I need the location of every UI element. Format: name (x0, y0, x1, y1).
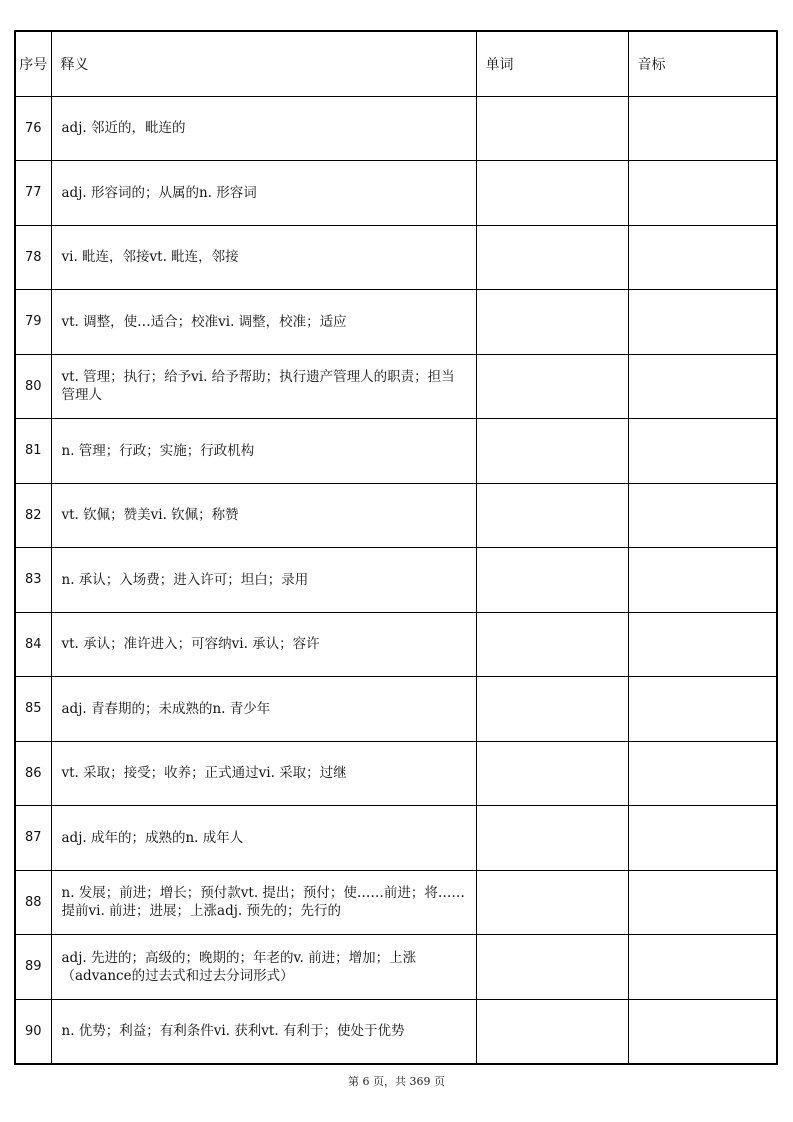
row-number: 88 (15, 870, 51, 935)
row-meaning: vt. 钦佩；赞美vi. 钦佩；称赞 (51, 483, 476, 548)
phonetic-answer-cell[interactable] (628, 612, 777, 677)
phonetic-answer-cell[interactable] (628, 870, 777, 935)
row-meaning: adj. 先进的；高级的；晚期的；年老的v. 前进；增加；上涨（advance的过去式和过去分词形式） (51, 935, 476, 1000)
header-meaning: 释义 (51, 31, 476, 96)
word-answer-cell[interactable] (476, 419, 628, 484)
row-meaning: n. 承认；入场费；进入许可；坦白；录用 (51, 548, 476, 613)
row-number: 83 (15, 548, 51, 613)
table-row (15, 612, 777, 677)
word-answer-cell[interactable] (476, 677, 628, 742)
row-meaning: vt. 管理；执行；给予vi. 给予帮助；执行遗产管理人的职责；担当管理人 (51, 354, 476, 419)
row-meaning: vt. 承认；准许进入；可容纳vi. 承认；容许 (51, 612, 476, 677)
row-number: 90 (15, 999, 51, 1064)
phonetic-answer-cell[interactable] (628, 354, 777, 419)
word-answer-cell[interactable] (476, 225, 628, 290)
word-answer-cell[interactable] (476, 806, 628, 871)
word-answer-cell[interactable] (476, 483, 628, 548)
table-row (15, 419, 777, 484)
header-word: 单词 (476, 31, 628, 96)
phonetic-answer-cell[interactable] (628, 483, 777, 548)
row-number: 78 (15, 225, 51, 290)
table-row (15, 741, 777, 806)
table-header-row (15, 31, 777, 96)
row-number: 76 (15, 96, 51, 161)
table-row (15, 999, 777, 1064)
word-answer-cell[interactable] (476, 741, 628, 806)
phonetic-answer-cell[interactable] (628, 290, 777, 355)
table-row (15, 161, 777, 226)
phonetic-answer-cell[interactable] (628, 806, 777, 871)
row-meaning: vt. 采取；接受；收养；正式通过vi. 采取；过继 (51, 741, 476, 806)
table-row (15, 96, 777, 161)
vocabulary-table (14, 30, 778, 1065)
row-number: 82 (15, 483, 51, 548)
phonetic-answer-cell[interactable] (628, 741, 777, 806)
phonetic-answer-cell[interactable] (628, 548, 777, 613)
word-answer-cell[interactable] (476, 161, 628, 226)
phonetic-answer-cell[interactable] (628, 96, 777, 161)
row-number: 77 (15, 161, 51, 226)
phonetic-answer-cell[interactable] (628, 999, 777, 1064)
phonetic-answer-cell[interactable] (628, 161, 777, 226)
table-row (15, 548, 777, 613)
row-meaning: vt. 调整，使…适合；校准vi. 调整，校准；适应 (51, 290, 476, 355)
header-number: 序号 (15, 31, 51, 96)
word-answer-cell[interactable] (476, 935, 628, 1000)
row-number: 81 (15, 419, 51, 484)
row-meaning: vi. 毗连，邻接vt. 毗连，邻接 (51, 225, 476, 290)
row-meaning: adj. 成年的；成熟的n. 成年人 (51, 806, 476, 871)
header-phonetic: 音标 (628, 31, 777, 96)
table-row (15, 806, 777, 871)
page-footer: 第 6 页，共 369 页 (348, 1075, 445, 1088)
table-row (15, 870, 777, 935)
table-row (15, 354, 777, 419)
row-meaning: n. 管理；行政；实施；行政机构 (51, 419, 476, 484)
phonetic-answer-cell[interactable] (628, 677, 777, 742)
row-meaning: adj. 形容词的；从属的n. 形容词 (51, 161, 476, 226)
row-meaning: adj. 邻近的，毗连的 (51, 96, 476, 161)
phonetic-answer-cell[interactable] (628, 419, 777, 484)
row-number: 89 (15, 935, 51, 1000)
word-answer-cell[interactable] (476, 548, 628, 613)
row-meaning: n. 发展；前进；增长；预付款vt. 提出；预付；使……前进；将……提前vi. 前进；进展；上涨adj. 预先的；先行的 (51, 870, 476, 935)
row-number: 79 (15, 290, 51, 355)
word-answer-cell[interactable] (476, 999, 628, 1064)
table-row (15, 290, 777, 355)
row-number: 87 (15, 806, 51, 871)
row-number: 80 (15, 354, 51, 419)
row-meaning: adj. 青春期的；未成熟的n. 青少年 (51, 677, 476, 742)
table-row (15, 483, 777, 548)
word-answer-cell[interactable] (476, 612, 628, 677)
word-answer-cell[interactable] (476, 870, 628, 935)
phonetic-answer-cell[interactable] (628, 225, 777, 290)
word-answer-cell[interactable] (476, 354, 628, 419)
table-row (15, 677, 777, 742)
word-answer-cell[interactable] (476, 290, 628, 355)
phonetic-answer-cell[interactable] (628, 935, 777, 1000)
table-row (15, 225, 777, 290)
table-row (15, 935, 777, 1000)
row-meaning: n. 优势；利益；有利条件vi. 获利vt. 有利于；使处于优势 (51, 999, 476, 1064)
row-number: 85 (15, 677, 51, 742)
row-number: 86 (15, 741, 51, 806)
row-number: 84 (15, 612, 51, 677)
word-answer-cell[interactable] (476, 96, 628, 161)
